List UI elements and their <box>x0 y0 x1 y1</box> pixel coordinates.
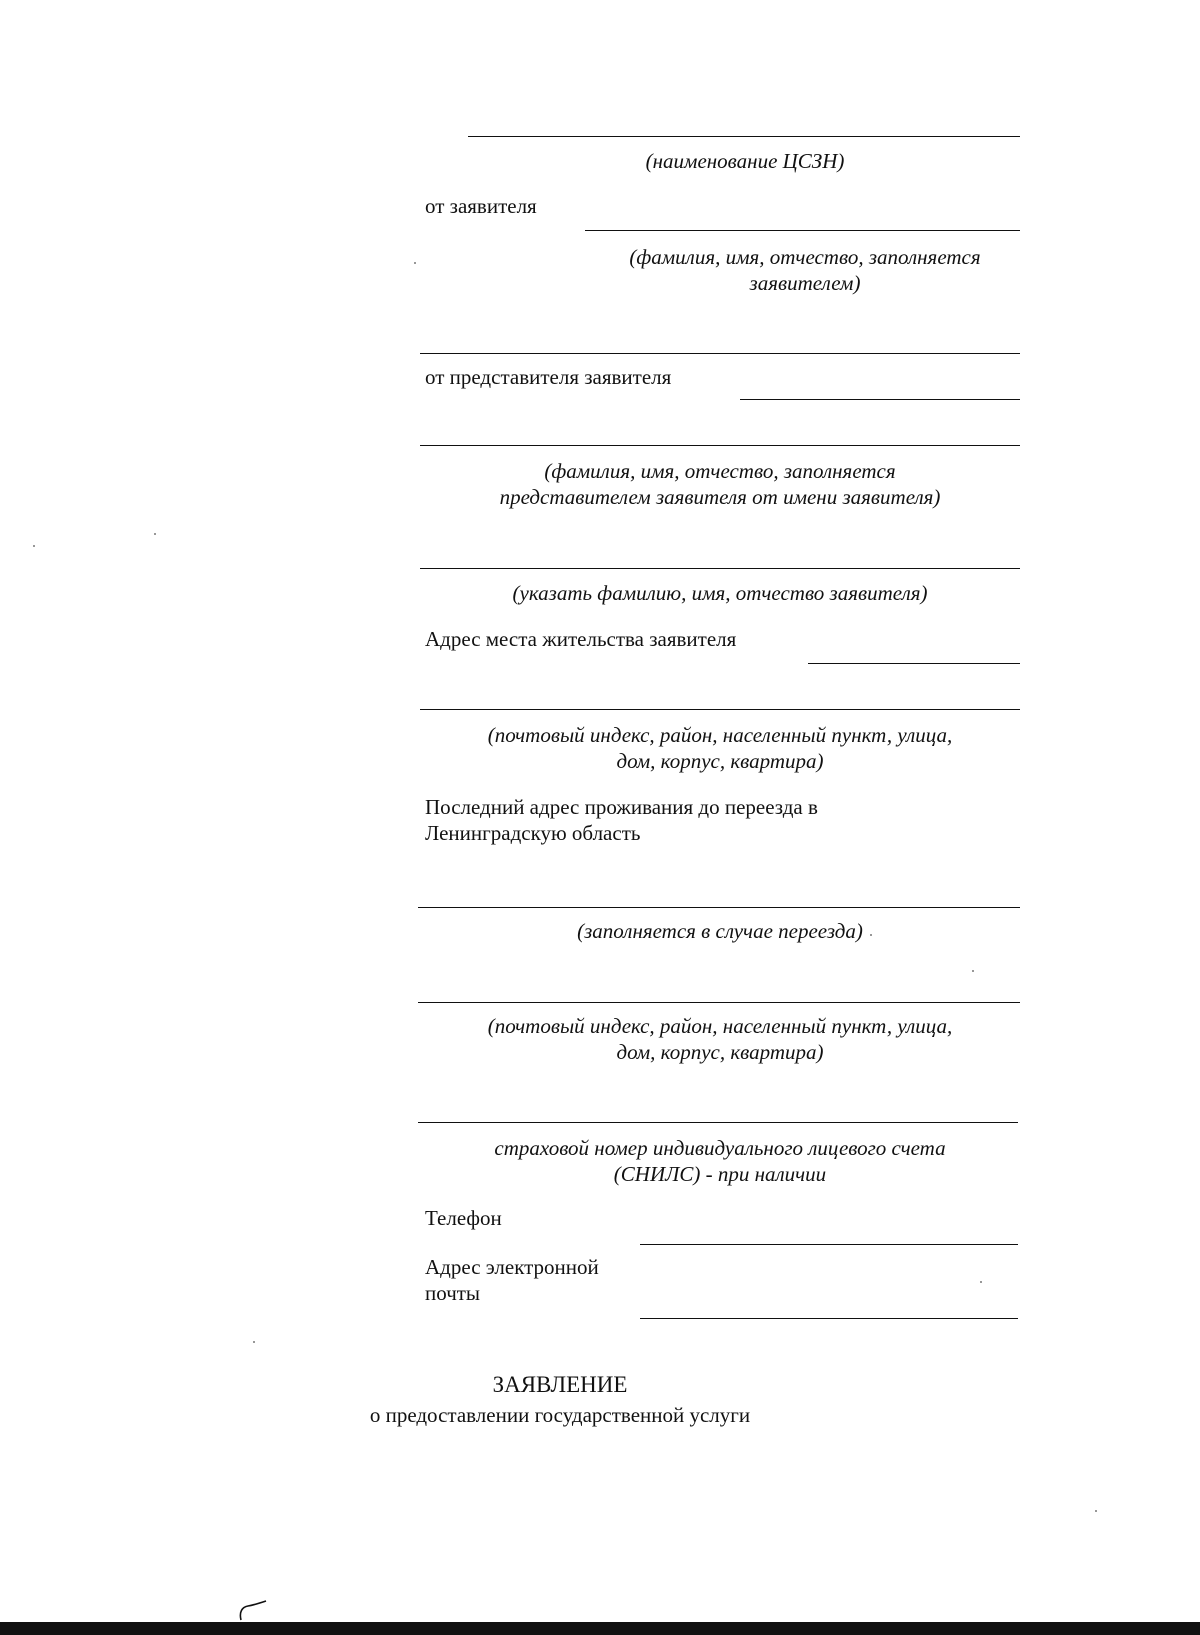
snils-caption-2: (СНИЛС) - при наличии <box>613 1162 827 1186</box>
scan-speck <box>154 533 156 535</box>
moving-caption: (заполняется в случае переезда) <box>577 919 863 943</box>
residence-address-label: Адрес места жительства заявителя <box>425 627 737 651</box>
indicate-name-line[interactable] <box>420 568 1020 569</box>
scan-speck <box>870 934 872 936</box>
from-applicant-label: от заявителя <box>425 194 537 218</box>
email-label-2: почты <box>425 1281 481 1305</box>
scan-speck <box>253 1341 255 1343</box>
representative-caption-1: (фамилия, имя, отчество, заполняется <box>544 459 896 483</box>
applicant-name-caption-1: (фамилия, имя, отчество, заполняется <box>629 245 981 269</box>
scan-bottom-edge <box>0 1622 1200 1635</box>
representative-line-2[interactable] <box>420 445 1020 446</box>
scan-speck <box>980 1281 982 1283</box>
phone-label: Телефон <box>425 1206 502 1230</box>
applicant-name-line-2[interactable] <box>420 353 1020 354</box>
postal2-caption-2: дом, корпус, квартира) <box>616 1040 824 1064</box>
scan-speck <box>33 545 35 547</box>
last-address-line[interactable] <box>418 907 1020 908</box>
application-subtitle: о предоставлении государственной услуги <box>369 1403 751 1427</box>
application-title: ЗАЯВЛЕНИЕ <box>492 1372 628 1397</box>
email-label-1: Адрес электронной <box>425 1255 599 1279</box>
indicate-name-caption: (указать фамилию, имя, отчество заявителя) <box>512 581 928 605</box>
last-address-line-2[interactable] <box>418 1002 1020 1003</box>
scan-speck <box>1095 1510 1097 1512</box>
scan-speck <box>414 262 416 264</box>
from-representative-label: от представителя заявителя <box>425 365 672 389</box>
residence-address-line-2[interactable] <box>420 709 1020 710</box>
residence-address-line[interactable] <box>808 663 1020 664</box>
postal2-caption-1: (почтовый индекс, район, населенный пункт, улица, <box>487 1014 953 1038</box>
phone-line[interactable] <box>640 1244 1018 1245</box>
office-name-caption: (наименование ЦСЗН) <box>645 149 845 173</box>
postal-caption-2: дом, корпус, квартира) <box>616 749 824 773</box>
applicant-name-caption-2: заявителем) <box>749 271 861 295</box>
email-line[interactable] <box>640 1318 1018 1319</box>
last-address-label-1: Последний адрес проживания до переезда в <box>425 795 818 819</box>
representative-caption-2: представителем заявителя от имени заявителя) <box>499 485 941 509</box>
snils-caption-1: страховой номер индивидуального лицевого счета <box>494 1136 946 1160</box>
scan-speck <box>972 970 974 972</box>
last-address-label-2: Ленинградскую область <box>425 821 641 845</box>
snils-line[interactable] <box>418 1122 1018 1123</box>
pen-mark <box>236 1598 270 1622</box>
representative-line[interactable] <box>740 399 1020 400</box>
postal-caption-1: (почтовый индекс, район, населенный пункт, улица, <box>487 723 953 747</box>
applicant-name-line[interactable] <box>585 230 1020 231</box>
office-name-line[interactable] <box>468 136 1020 137</box>
